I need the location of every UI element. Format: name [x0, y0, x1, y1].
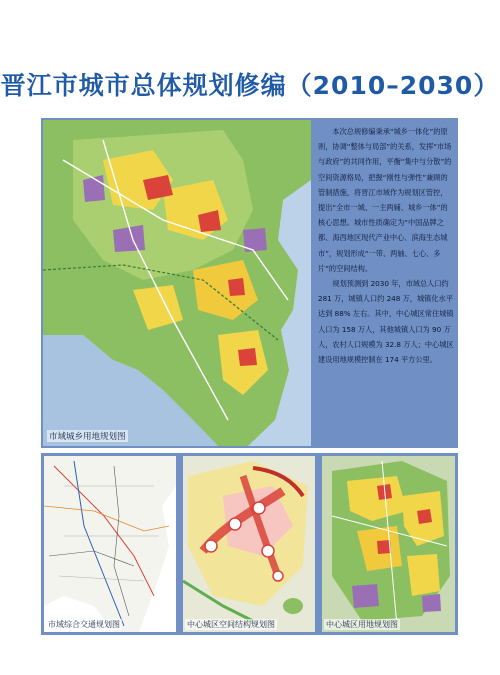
- transport-map-caption: 市域综合交通规划图: [48, 620, 120, 629]
- transport-map-graphic: [44, 456, 176, 632]
- central-land-use-map-graphic: [322, 456, 455, 632]
- main-panel: [41, 118, 458, 448]
- paragraph-2: 规划预测到 2030 年，市域总人口约 281 万，城镇人口约 248 万，城镇化水平达到 88% 左右。其中，中心城区常住城镇人口为 158 万人，其他城镇人口为 90 万人，农村人口规模为 32.8 万人；中心城区建设用地规模控制在 174 平方公里。: [318, 279, 454, 365]
- land-use-map-caption: 市域城乡用地规划图: [49, 432, 126, 442]
- structure-map-caption: 中心城区空间结构规划图: [187, 620, 275, 629]
- structure-map: [183, 456, 315, 632]
- transport-map: [44, 456, 176, 632]
- central-land-use-map: [322, 456, 455, 632]
- paragraph-1: 本次总规修编秉承“城乡一体化”的原则，协调“整体与局部”的关系，发挥“市场与政府”的共同作用，平衡“集中与分散”的空间资源格局，把握“刚性与弹性”兼顾的管制措施，将晋江市域作为规划区管控，提出“全市一城、一主两辅、城乡一体”的核心思想。城市性质确定为“中国品牌之都、海西地区现代产业中心、滨海生态城市”，规划形成“一带、两轴、七心、多片”的空间结构。: [318, 127, 452, 273]
- description-text: [318, 124, 454, 367]
- structure-map-graphic: [183, 456, 315, 632]
- page-title: 晋江市城市总体规划修编（2010–2030）: [0, 71, 500, 100]
- bottom-panel: [41, 453, 458, 635]
- land-use-map-graphic: [43, 120, 311, 446]
- central-land-use-map-caption: 中心城区用地规划图: [326, 620, 398, 629]
- land-use-map: [43, 120, 311, 446]
